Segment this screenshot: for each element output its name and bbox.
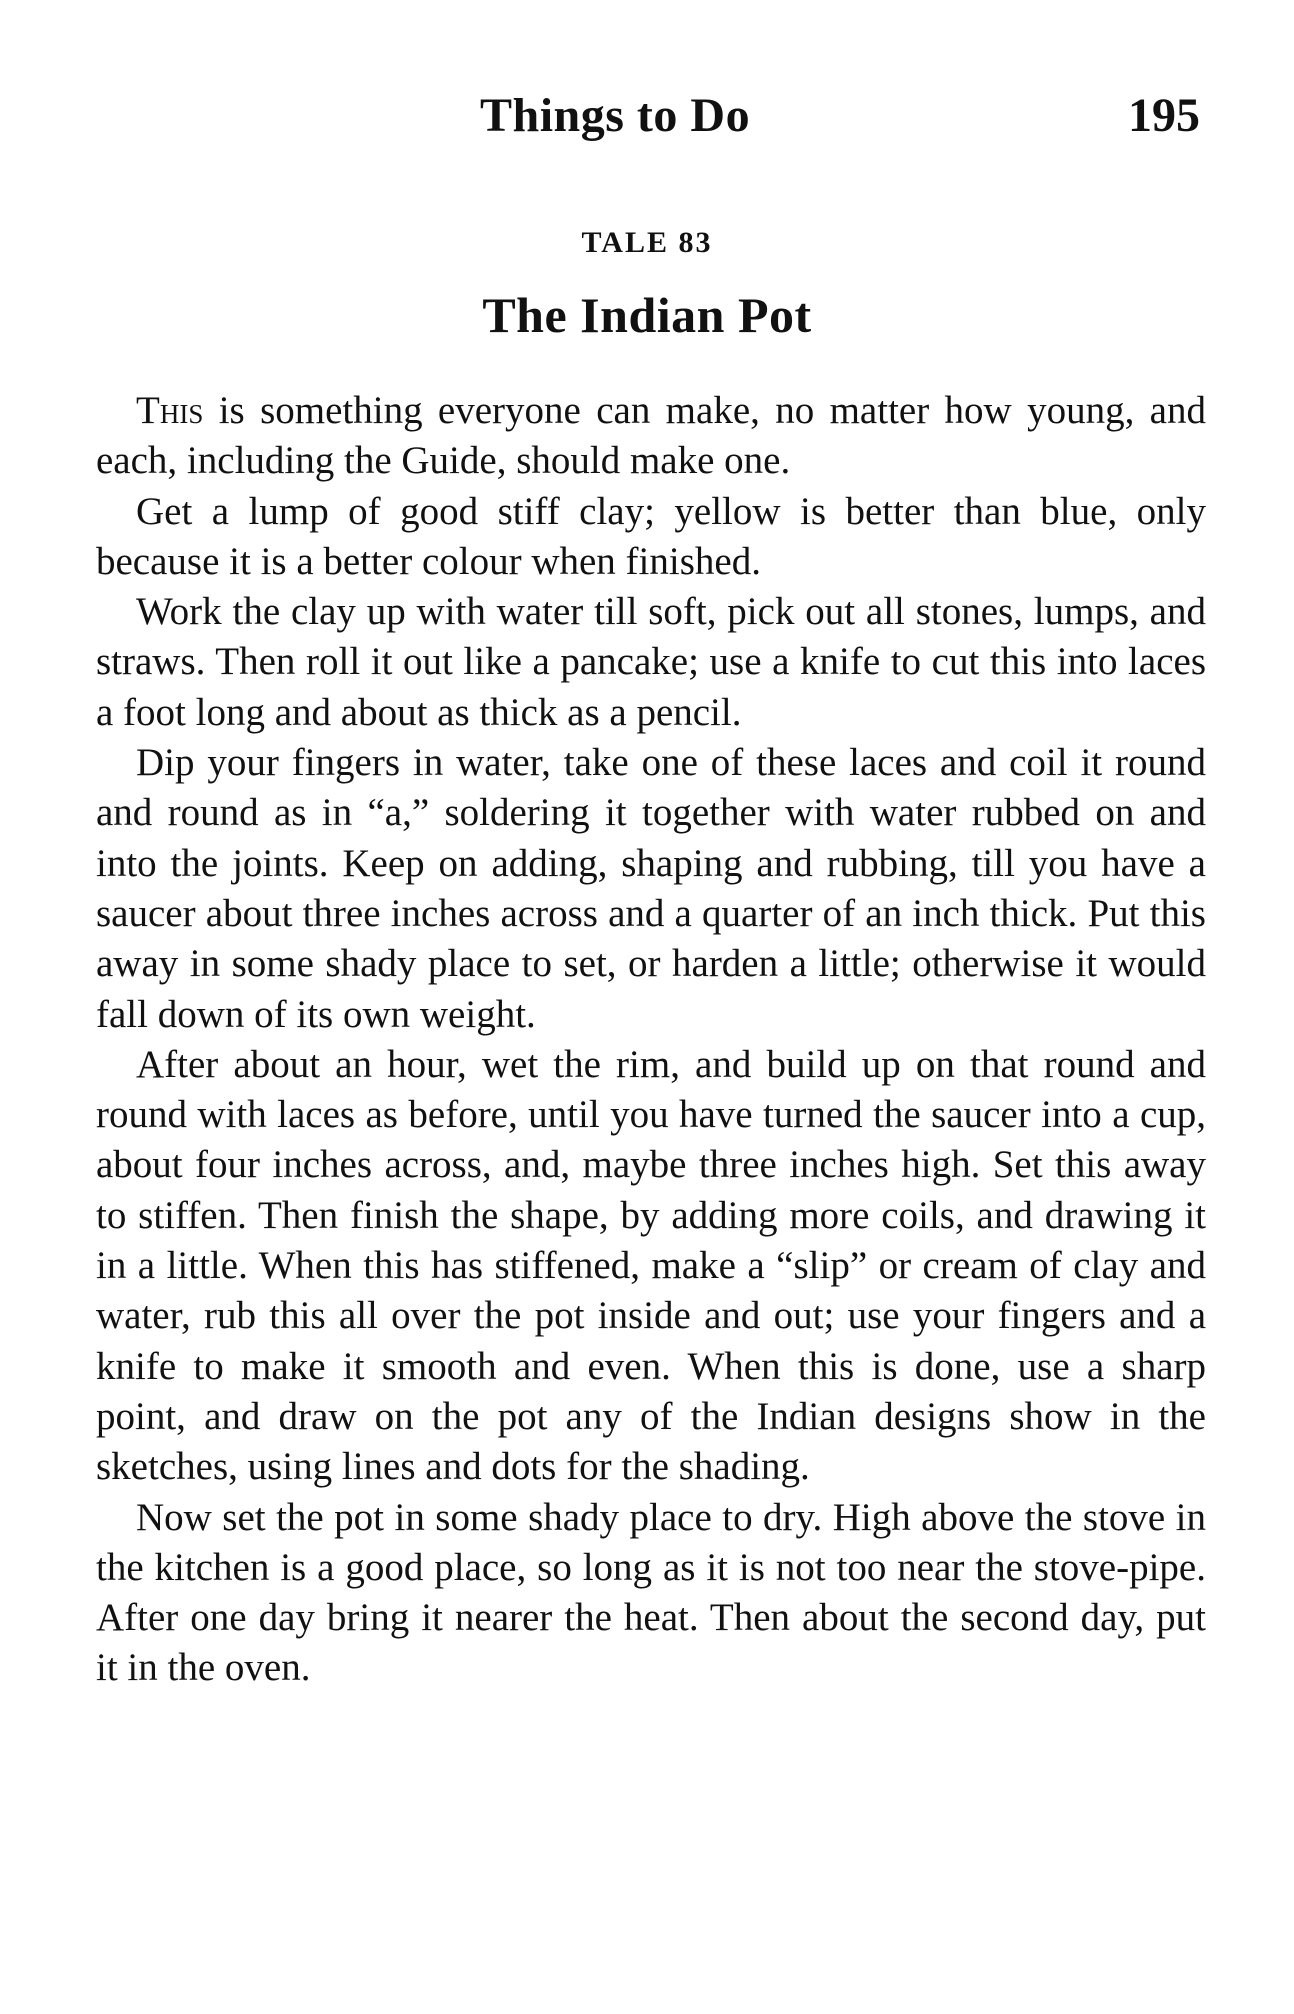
- paragraph-lead-word: This: [136, 389, 204, 432]
- paragraph: Work the clay up with water till soft, pick out all stones, lumps, and straws. Then roll it out like a pancake; use a knife to cut this into laces a foot long and about as thick as a pencil.: [96, 590, 1206, 734]
- tale-title: The Indian Pot: [482, 287, 812, 343]
- paragraph: Now set the pot in some shady place to dry. High above the stove in the kitchen is a good place, so long as it is not too near the stove-pipe. After one day bring it nearer the heat. Then about the second day, put it in the oven.: [96, 1495, 1206, 1690]
- running-title: Things to Do: [480, 89, 751, 142]
- paragraph: After about an hour, wet the rim, and build up on that round and round with laces as before, until you have turned the saucer into a cup, about four inches across, and, maybe three inches high. Set this away to stiffen. Then finish the shape, by adding more coils, and drawing it in a little. When this has stiffened, make a “slip” or cream of clay and water, rub this all over the pot inside and out; use your fingers and a knife to make it smooth and even. When this is done, use a sharp point, and draw on the pot any of the Indian designs show in the sketches, using lines and dots for the shading.: [96, 1042, 1206, 1489]
- paragraph-text: is something everyone can make, no matter how young, and each, including the Guide, should make one.: [96, 389, 1206, 483]
- paragraph: Dip your fingers in water, take one of these laces and coil it round and round as in “a,” soldering it together with water rubbed on and into the joints. Keep on adding, shaping and rubbing, till you have a saucer about three inches across and a quarter of an inch thick. Put this away in some shady place to set, or harden a little; otherwise it would fall down of its own weight.: [96, 741, 1206, 1036]
- paragraph: [96, 386, 1206, 487]
- running-head: [0, 88, 1294, 148]
- body-text: [96, 386, 1206, 1694]
- paragraph: Get a lump of good stiff clay; yellow is better than blue, only because it is a better colour when finished.: [96, 489, 1206, 583]
- page-number: 195: [1128, 89, 1200, 142]
- tale-label: TALE 83: [581, 226, 713, 259]
